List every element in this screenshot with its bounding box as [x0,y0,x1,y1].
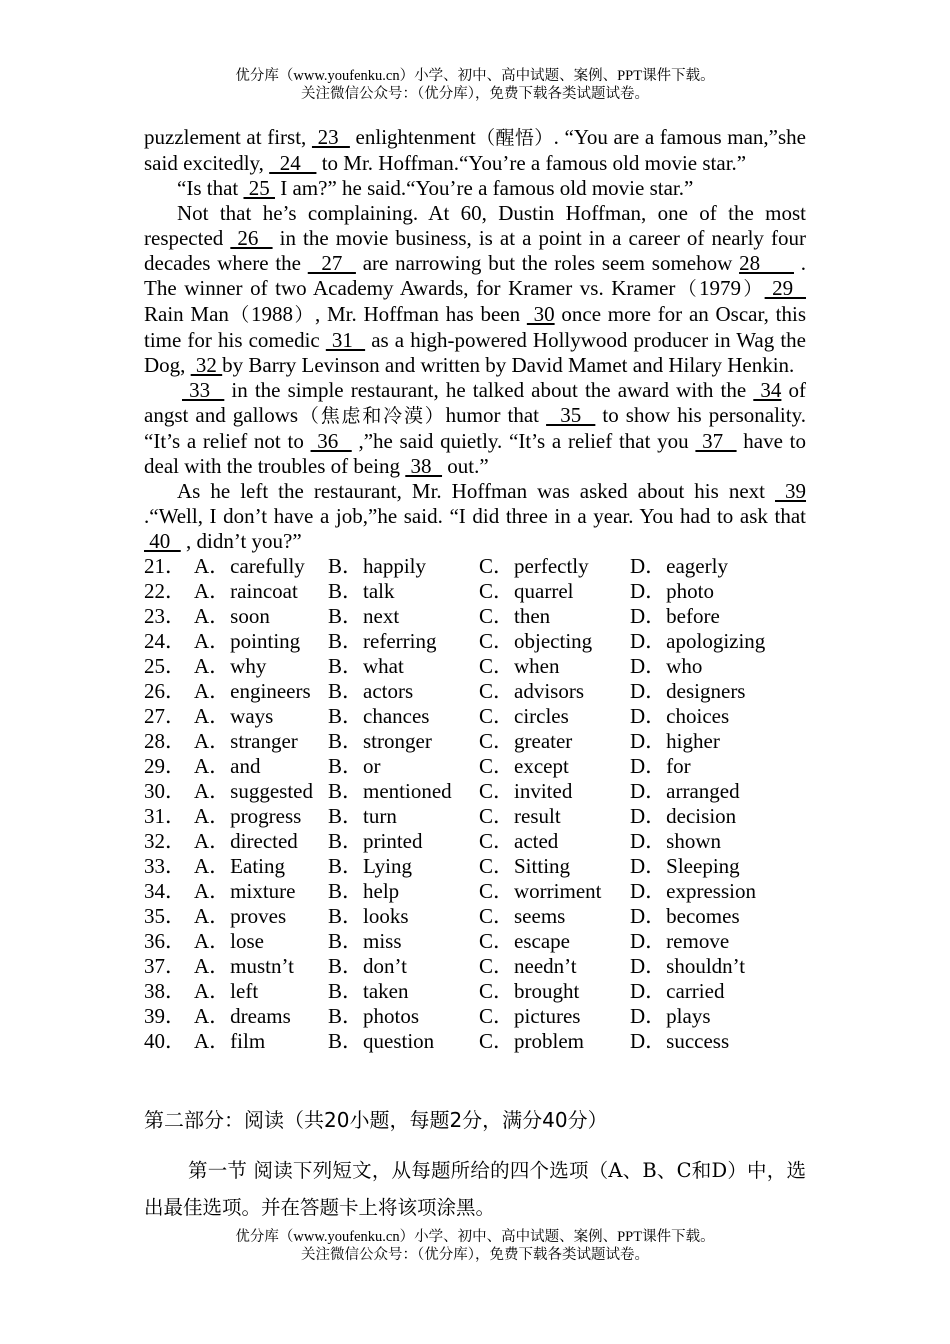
option-b: B．looks [328,904,409,928]
blank-26: 26 [230,226,273,250]
option-c: C．quarrel [479,579,574,603]
option-b: B．chances [328,704,430,728]
option-row [144,704,806,729]
option-a: A．left [194,979,259,1003]
blank-33: 33 [182,378,225,402]
question-number: 21． [144,554,186,578]
blank-23: 23 [311,125,350,149]
option-row [144,804,806,829]
option-a: A．engineers [194,679,311,703]
option-row [144,779,806,804]
option-b: B．printed [328,829,423,853]
question-number: 37． [144,954,186,978]
option-a: A．ways [194,704,274,728]
option-b: B．help [328,879,400,903]
option-c: C．worriment [479,879,602,903]
blank-36: 36 [310,429,352,453]
option-a: A．suggested [194,779,313,803]
option-c: C．objecting [479,629,593,653]
option-d: D．Sleeping [630,854,740,878]
question-number: 24． [144,629,186,653]
option-row [144,929,806,954]
section-intro-lead: 第一节 [188,1159,248,1182]
paragraph-3: Not that he’s complaining. At 60, Dustin Hoffman, one of the most respected 26 in the movie business, is at a point in a career of nearly four decades where the 27 are narrowing but the roles seem somehow 28 . The winner of two Academy Awards, for Kramer vs. Kramer（1979） 29 Rain Man（1988）, Mr. Hoffman has been 30 once more for an Oscar, this time for his comedic 31 as a high-powered Hollywood producer in Wag the Dog, 32 by Barry Levinson and written by David Mamet and Hilary Henkin. [144,201,807,377]
option-d: D．remove [630,929,730,953]
option-d: D．apologizing [630,629,766,653]
option-d: D．carried [630,979,725,1003]
option-row [144,579,806,604]
option-c: C．greater [479,729,573,753]
answer-options [144,554,806,1054]
option-row [144,879,806,904]
question-number: 36． [144,929,186,953]
option-a: A．soon [194,604,270,628]
header-line-1: 优分库（www.youfenku.cn）小学、初中、高中试题、案例、PPT课件下载。 [235,68,715,84]
option-row [144,654,806,679]
option-row [144,1004,806,1029]
blank-27: 27 [307,251,356,275]
option-a: A．pointing [194,629,301,653]
section-intro-text: 阅读下列短文，从每题所给的四个选项（A、B、C和D）中，选出最佳选项。并在答题卡上将该项涂黑。 [144,1159,806,1219]
option-c: C．result [479,804,561,828]
question-number: 27． [144,704,186,728]
option-row [144,829,806,854]
option-row [144,729,806,754]
option-b: B．Lying [328,854,413,878]
option-d: D．who [630,654,703,678]
blank-24: 24 [269,151,317,175]
option-d: D．photo [630,579,714,603]
option-row [144,604,806,629]
option-row [144,954,806,979]
option-row [144,854,806,879]
option-b: B．talk [328,579,395,603]
option-a: A．dreams [194,1004,291,1028]
option-d: D．success [630,1029,730,1053]
option-c: C．then [479,604,551,628]
option-b: B．stronger [328,729,432,753]
question-number: 30． [144,779,186,803]
option-b: B．taken [328,979,409,1003]
option-c: C．pictures [479,1004,581,1028]
option-c: C．except [479,754,569,778]
blank-30: 30 [526,302,555,326]
option-a: A．carefully [194,554,305,578]
blank-40: 40 [144,529,181,553]
option-row [144,1029,806,1054]
paragraph-1: puzzlement at first, 23 enlightenment（醒悟）. “You are a famous man,”she said excitedly, 24 to Mr. Hoffman.“You’re a famous old movie star.” [144,125,806,175]
option-c: C．circles [479,704,569,728]
option-c: C．when [479,654,560,678]
option-a: A．why [194,654,267,678]
option-d: D．expression [630,879,756,903]
option-d: D．plays [630,1004,711,1028]
blank-34: 34 [753,378,782,402]
option-c: C．Sitting [479,854,571,878]
question-number: 38． [144,979,186,1003]
question-number: 40． [144,1029,186,1053]
question-number: 39． [144,1004,186,1028]
option-a: A．stranger [194,729,298,753]
footer-line-1: 优分库（www.youfenku.cn）小学、初中、高中试题、案例、PPT课件下载。 [235,1229,715,1245]
option-b: B．question [328,1029,435,1053]
option-b: B．actors [328,679,414,703]
option-row [144,554,806,579]
option-row [144,754,806,779]
option-row [144,629,806,654]
option-row [144,979,806,1004]
option-a: A．raincoat [194,579,298,603]
cloze-passage [144,125,806,1054]
page-header [0,67,950,103]
option-b: B．don’t [328,954,407,978]
blank-35: 35 [546,403,596,427]
option-b: B．next [328,604,400,628]
blank-37: 37 [695,429,737,453]
option-c: C．seems [479,904,566,928]
option-c: C．advisors [479,679,584,703]
option-d: D．shown [630,829,722,853]
option-a: A．proves [194,904,287,928]
option-a: A．Eating [194,854,285,878]
option-d: D．for [630,754,691,778]
option-b: B．miss [328,929,402,953]
option-d: D．decision [630,804,737,828]
option-a: A．and [194,754,261,778]
question-number: 22． [144,579,186,603]
section-title: 第二部分：阅读（共20小题，每题2分，满分40分） [144,1108,608,1132]
option-d: D．designers [630,679,746,703]
option-b: B．mentioned [328,779,452,803]
option-d: D．before [630,604,720,628]
blank-32: 32 [190,353,223,377]
question-number: 26． [144,679,186,703]
option-b: B．or [328,754,381,778]
option-d: D．shouldn’t [630,954,746,978]
option-b: B．turn [328,804,397,828]
section-intro [144,1152,806,1226]
option-c: C．escape [479,929,570,953]
paragraph-2: “Is that 25 I am?” he said.“You’re a famous old movie star.” [177,176,694,200]
option-c: C．perfectly [479,554,589,578]
question-number: 31． [144,804,186,828]
option-b: B．photos [328,1004,420,1028]
option-a: A．directed [194,829,298,853]
option-c: C．brought [479,979,580,1003]
question-number: 32． [144,829,186,853]
blank-31: 31 [325,328,366,352]
option-b: B．referring [328,629,437,653]
paragraph-4: 33 in the simple restaurant, he talked about the award with the 34 of angst and gallows（焦虑和冷漠）humor that 35 to show his personality. “It’s a relief not to 36 ,”he said quietly. “It’s a relief that you 37 have to deal with the troubles of being 38 out.” [144,378,807,478]
footer-line-2: 关注微信公众号：（优分库），免费下载各类试题试卷。 [301,1247,649,1263]
option-b: B．what [328,654,404,678]
option-c: C．problem [479,1029,584,1053]
option-a: A．mixture [194,879,296,903]
blank-38: 38 [405,454,443,478]
question-number: 23． [144,604,186,628]
question-number: 29． [144,754,186,778]
option-a: A．mustn’t [194,954,294,978]
question-number: 35． [144,904,186,928]
option-row [144,904,806,929]
header-line-2: 关注微信公众号：（优分库），免费下载各类试题试卷。 [301,86,649,102]
page-footer [0,1228,950,1264]
question-number: 33． [144,854,186,878]
option-c: C．acted [479,829,559,853]
blank-28: 28 [739,251,794,275]
option-d: D．choices [630,704,730,728]
option-row [144,679,806,704]
option-a: A．progress [194,804,302,828]
option-a: A．lose [194,929,264,953]
blank-39: 39 [775,479,807,503]
option-c: C．invited [479,779,573,803]
option-a: A．film [194,1029,266,1053]
blank-29: 29 [764,276,806,300]
blank-25: 25 [243,176,275,200]
option-c: C．needn’t [479,954,577,978]
option-d: D．arranged [630,779,740,803]
option-d: D．higher [630,729,720,753]
question-number: 34． [144,879,186,903]
option-d: D．eagerly [630,554,728,578]
option-d: D．becomes [630,904,740,928]
option-b: B．happily [328,554,426,578]
question-number: 25． [144,654,186,678]
question-number: 28． [144,729,186,753]
paragraph-5: As he left the restaurant, Mr. Hoffman was asked about his next 39 .“Well, I don’t have a job,”he said. “I did three in a year. You had to ask that 40 , didn’t you?” [144,479,807,553]
